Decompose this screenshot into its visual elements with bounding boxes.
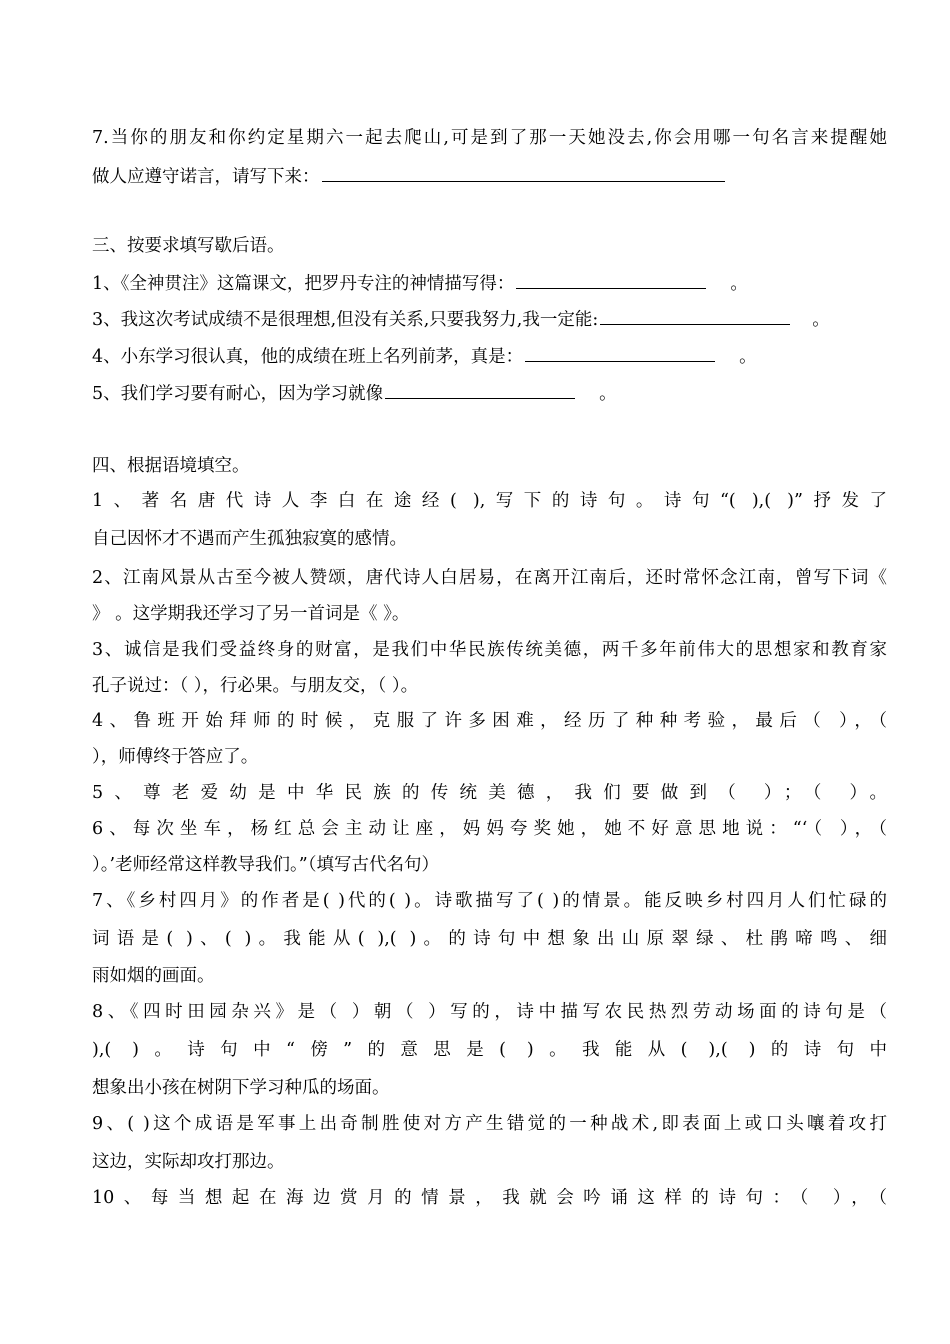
period: 。 <box>599 384 617 404</box>
question-4-4-line-2: ），师傅终于答应了。 <box>92 747 259 767</box>
idiom-question-5-text: 5、我们学习要有耐心，因为学习就像 <box>92 384 384 404</box>
section-4-title: 四、根据语境填空。 <box>92 456 250 476</box>
idiom-question-5 <box>92 382 887 405</box>
answer-blank[interactable] <box>600 308 790 325</box>
answer-blank[interactable] <box>516 272 706 289</box>
period: 。 <box>739 347 757 367</box>
section-3-title: 三、按要求填写歇后语。 <box>92 236 285 256</box>
question-4-3-line-1: 3、诚信是我们受益终身的财富，是我们中华民族传统美德，两千多年前伟大的思想家和教育家 <box>92 640 887 660</box>
question-4-7-line-1: 7、《乡村四月》的作者是( )代的( )。诗歌描写了( )的情景。能反映乡村四月人们忙碌的 <box>92 891 887 911</box>
question-4-10: 10、每当想起在海边赏月的情景，我就会吟诵这样的诗句：（ ），（ <box>92 1188 887 1208</box>
period: 。 <box>812 310 830 330</box>
question-4-1-line-2: 自己因怀才不遇而产生孤独寂寞的感情。 <box>92 529 407 549</box>
question-4-8-line-2: ),( )。诗句中“傍”的意思是( )。我能从( ),( )的诗句中 <box>92 1040 887 1060</box>
idiom-question-3 <box>92 308 887 331</box>
question-7-line-2 <box>92 165 887 188</box>
idiom-question-4 <box>92 345 887 368</box>
idiom-question-1-text: 1、《全神贯注》这篇课文，把罗丹专注的神情描写得： <box>92 274 515 294</box>
question-4-8-line-1: 8、《四时田园杂兴》是（ ）朝（ ）写的，诗中描写农民热烈劳动场面的诗句是（ <box>92 1002 887 1022</box>
question-4-6-line-2: ）。’老师经常这样教导我们。”（填写古代名句） <box>92 855 440 875</box>
question-4-7-line-2: 词语是( )、( )。我能从( ),( )。的诗句中想象出山原翠绿、杜鹃啼鸣、细 <box>92 929 887 949</box>
answer-blank[interactable] <box>322 165 725 182</box>
question-4-4-line-1: 4、鲁班开始拜师的时候，克服了许多困难，经历了种种考验，最后（ ），（ <box>92 711 887 731</box>
question-4-1-line-1: 1、著名唐代诗人李白在途经( ),写下的诗句。诗句“( ),( )”抒发了 <box>92 491 887 511</box>
question-7-prompt: 做人应遵守诺言，请写下来： <box>92 167 320 187</box>
question-4-9-line-2: 这边，实际却攻打那边。 <box>92 1152 285 1172</box>
question-4-9-line-1: 9、( )这个成语是军事上出奇制胜使对方产生错觉的一种战术,即表面上或口头嚷着攻打 <box>92 1114 887 1134</box>
question-7-line-1: 7.当你的朋友和你约定星期六一起去爬山,可是到了那一天她没去,你会用哪一句名言来提醒她 <box>92 128 887 148</box>
question-4-7-line-3: 雨如烟的画面。 <box>92 966 215 986</box>
question-4-8-line-3: 想象出小孩在树阴下学习种瓜的场面。 <box>92 1078 390 1098</box>
idiom-question-4-text: 4、小东学习很认真，他的成绩在班上名列前茅，真是： <box>92 347 524 367</box>
idiom-question-1 <box>92 272 887 295</box>
question-4-2-line-2: 》 。这学期我还学习了另一首词是《 》。 <box>92 604 410 624</box>
question-4-2-line-1: 2、江南风景从古至今被人赞颂，唐代诗人白居易，在离开江南后，还时常怀念江南，曾写下词《 <box>92 568 887 588</box>
question-4-5: 5、尊老爱幼是中华民族的传统美德，我们要做到（ ）；（ ）。 <box>92 783 887 803</box>
answer-blank[interactable] <box>525 345 715 362</box>
idiom-question-3-text: 3、我这次考试成绩不是很理想,但没有关系,只要我努力,我一定能: <box>92 310 599 330</box>
answer-blank[interactable] <box>385 382 575 399</box>
question-4-3-line-2: 孔子说过：（ ），行必果。与朋友交，（ ）。 <box>92 676 419 696</box>
question-4-6-line-1: 6、每次坐车，杨红总会主动让座，妈妈夸奖她，她不好意思地说：“‘（ ），（ <box>92 819 887 839</box>
period: 。 <box>730 274 748 294</box>
